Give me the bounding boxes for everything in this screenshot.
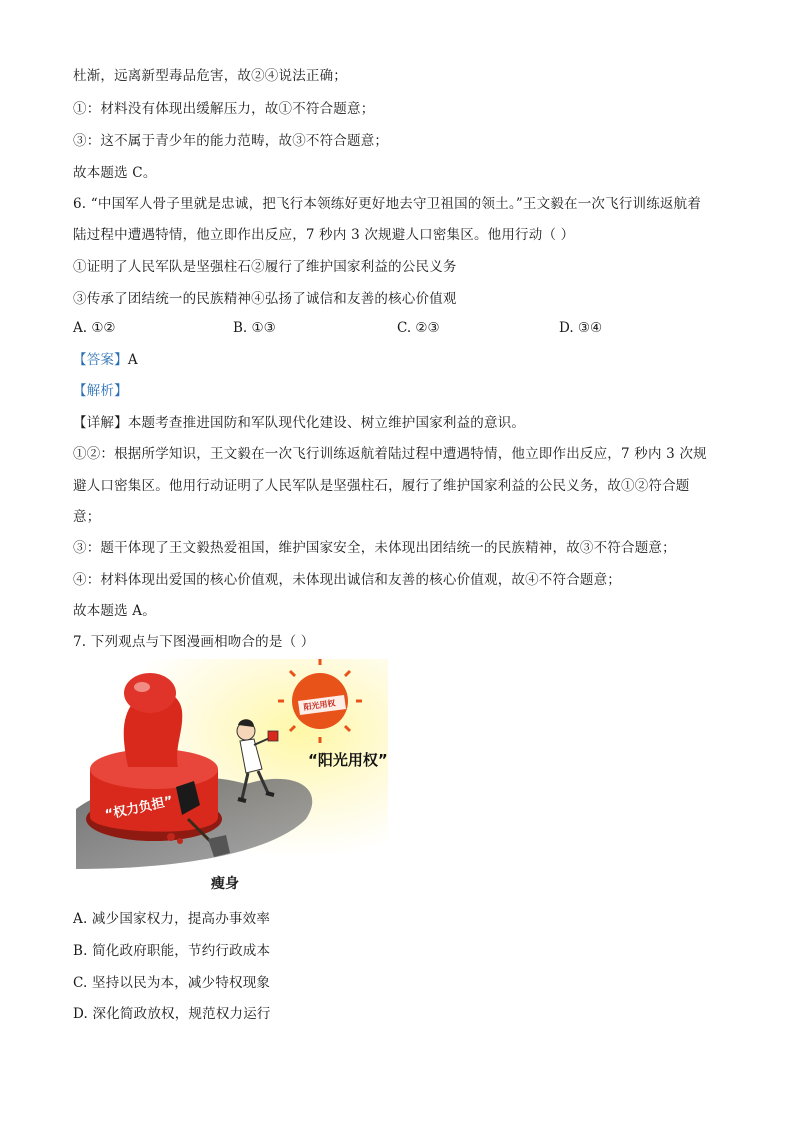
question-6-option-b: B. ①③ bbox=[233, 320, 276, 336]
detail-line: 避人口密集区。他用行动证明了人民军队是坚强柱石，履行了维护国家利益的公民义务，故①②符合题 bbox=[73, 478, 690, 494]
answer-line bbox=[73, 350, 138, 370]
question-7-option-b: B. 简化政府职能，节约行政成本 bbox=[73, 943, 271, 959]
question-6-statement-2: ③传承了团结统一的民族精神④弘扬了诚信和友善的核心价值观 bbox=[73, 291, 457, 307]
text-line: ①：材料没有体现出缓解压力，故①不符合题意； bbox=[73, 101, 375, 117]
text-line: ③：这不属于青少年的能力范畴，故③不符合题意； bbox=[73, 133, 389, 149]
answer-value: A bbox=[127, 352, 138, 368]
detail-line: ①②：根据所学知识，王文毅在一次飞行训练返航着陆过程中遭遇特情，他立即作出反应，7 秒内 3 次规 bbox=[73, 446, 707, 462]
stamp-label: “权力负担” bbox=[103, 793, 175, 823]
question-7-option-c: C. 坚持以民为本，减少特权现象 bbox=[73, 975, 271, 991]
question-6-option-a: A. ①② bbox=[73, 320, 116, 336]
question-6-option-d: D. ③④ bbox=[559, 320, 603, 336]
question-6-statement-1: ①证明了人民军队是坚强柱石②履行了维护国家利益的公民义务 bbox=[73, 259, 457, 275]
detail-line: 故本题选 A。 bbox=[73, 603, 156, 619]
detail-text: 本题考查推进国防和军队现代化建设、树立维护国家利益的意识。 bbox=[127, 415, 526, 431]
question-6-option-c: C. ②③ bbox=[397, 320, 440, 336]
stamp-knob bbox=[124, 673, 176, 713]
analysis-label: 【解析】 bbox=[73, 383, 128, 399]
text-line: 故本题选 C。 bbox=[73, 165, 157, 181]
question-7-option-d: D. 深化简政放权，规范权力运行 bbox=[73, 1006, 271, 1022]
answer-label: 【答案】 bbox=[73, 352, 128, 368]
question-7-option-a: A. 减少国家权力，提高办事效率 bbox=[73, 911, 271, 927]
detail-line: ④：材料体现出爱国的核心价值观，未体现出诚信和友善的核心价值观，故④不符合题意； bbox=[73, 572, 621, 588]
detail-line: ③：题干体现了王文毅热爱祖国，维护国家安全，未体现出团结统一的民族精神，故③不符合题意； bbox=[73, 540, 676, 556]
detail-line: 意； bbox=[73, 509, 101, 525]
sun-label: 阳光用权 bbox=[303, 698, 336, 712]
cartoon-slogan: “阳光用权” bbox=[308, 751, 388, 769]
cartoon-caption: 瘦身 bbox=[211, 876, 239, 892]
text-line: 杜渐，远离新型毒品危害，故②④说法正确； bbox=[73, 68, 347, 84]
question-7-stem: 7. 下列观点与下图漫画相吻合的是（ ） bbox=[73, 634, 315, 650]
cartoon-illustration bbox=[76, 659, 388, 869]
detail-label: 【详解】 bbox=[73, 415, 128, 431]
question-6-stem-line1: 6. “中国军人骨子里就是忠诚，把飞行本领练好更好地去守卫祖国的领土。”王文毅在一次飞行训练返航着 bbox=[73, 196, 702, 212]
question-6-stem-line2: 陆过程中遭遇特情，他立即作出反应，7 秒内 3 次规避人口密集区。他用行动（ ） bbox=[73, 227, 575, 243]
detail-line bbox=[73, 413, 525, 433]
